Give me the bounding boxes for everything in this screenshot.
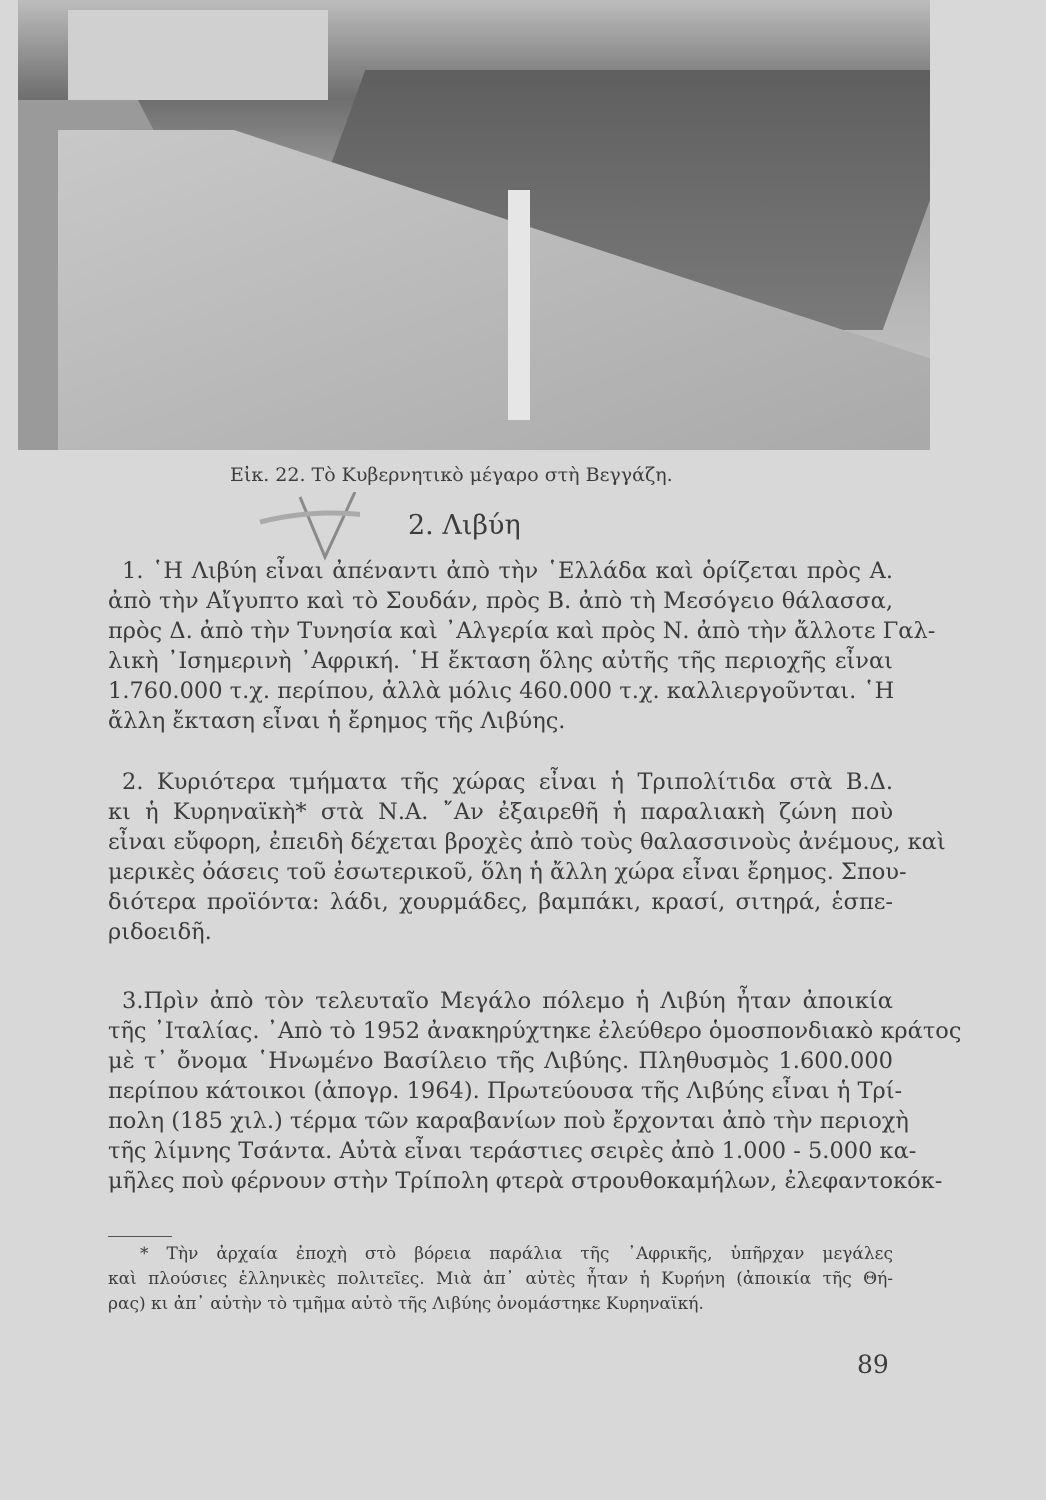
footnote-line: * Τὴν ἀρχαία ἐποχὴ στὸ βόρεια παράλια τῆς ᾿Αφρικῆς, ὑπῆρχαν μεγάλες <box>140 1244 893 1264</box>
body-line: εἶναι εὔφορη, ἐπειδὴ δέχεται βροχὲς ἀπὸ τοὺς θαλασσινοὺς ἀνέμους, καὶ <box>108 829 946 855</box>
pencil-checkmark-icon <box>240 492 360 562</box>
body-line: 3.Πρὶν ἀπὸ τὸν τελευταῖο Μεγάλο πόλεμο ἡ Λιβύη ἦταν ἀποικία <box>122 988 893 1014</box>
section-heading: 2. Λιβύη <box>408 510 521 541</box>
body-line: ἀπὸ τὴν Αἴγυπτο καὶ τὸ Σουδάν, πρὸς Β. ἀπὸ τὴ Μεσόγειο θάλασσα, <box>108 588 893 614</box>
body-line: ἄλλη ἔκταση εἶναι ἡ ἔρημος τῆς Λιβύης. <box>108 708 566 734</box>
body-line: μὲ τ᾿ ὄνομα ῾Ηνωμένο Βασίλειο τῆς Λιβύης. Πληθυσμὸς 1.600.000 <box>108 1048 893 1074</box>
body-line: διότερα προϊόντα: λάδι, χουρμάδες, βαμπάκι, κρασί, σιτηρά, ἑσπε- <box>108 889 893 915</box>
body-line: 2. Κυριότερα τμήματα τῆς χώρας εἶναι ἡ Τριπολίτιδα στὰ Β.Δ. <box>122 769 893 795</box>
body-line: τῆς λίμνης Τσάντα. Αὐτὰ εἶναι τεράστιες σειρὲς ἀπὸ 1.000 - 5.000 κα- <box>108 1138 917 1164</box>
body-line: πρὸς Δ. ἀπὸ τὴν Τυνησία καὶ ᾿Αλγερία καὶ πρὸς Ν. ἀπὸ τὴν ἄλλοτε Γαλ- <box>108 618 936 644</box>
footnote-line: καὶ πλούσιες ἑλληνικὲς πολιτεῖες. Μιὰ ἀπ᾿ αὐτὲς ἦταν ἡ Κυρήνη (ἀποικία τῆς Θή- <box>108 1269 893 1289</box>
body-line: μερικὲς ὀάσεις τοῦ ἐσωτερικοῦ, ὅλη ἡ ἄλλη χώρα εἶναι ἔρημος. Σπου- <box>108 859 907 885</box>
page-number: 89 <box>857 1350 889 1379</box>
body-line: κι ἡ Κυρηναϊκὴ* στὰ Ν.Α. ῎Αν ἐξαιρεθῆ ἡ παραλιακὴ ζώνη ποὺ <box>108 799 893 825</box>
photo-column <box>508 190 530 420</box>
body-line: 1. ῾Η Λιβύη εἶναι ἀπέναντι ἀπὸ τὴν ῾Ελλάδα καὶ ὁρίζεται πρὸς Α. <box>122 558 893 584</box>
body-line: μῆλες ποὺ φέρνουν στὴν Τρίπολη φτερὰ στρουθοκαμήλων, ἐλεφαντοκόκ- <box>108 1168 943 1194</box>
figure-caption: Εἰκ. 22. Τὸ Κυβερνητικὸ μέγαρο στὴ Βεγγάζη. <box>230 464 673 486</box>
body-line: πολη (185 χιλ.) τέρμα τῶν καραβανίων ποὺ ἔρχονται ἀπὸ τὴν περιοχὴ <box>108 1108 909 1134</box>
body-line: λικὴ ᾿Ισημερινὴ ᾿Αφρική. ῾Η ἔκταση ὅλης αὐτῆς τῆς περιοχῆς εἶναι <box>108 648 893 674</box>
body-line: 1.760.000 τ.χ. περίπου, ἀλλὰ μόλις 460.000 τ.χ. καλλιεργοῦνται. ῾Η <box>108 678 895 704</box>
footnote-divider <box>108 1236 172 1237</box>
photo-buildings <box>68 10 328 100</box>
figure-photo-benghazi-government-palace <box>18 0 930 450</box>
body-line: ριδοειδῆ. <box>108 919 212 945</box>
footnote-line: ρας) κι ἀπ᾿ αὐτὴν τὸ τμῆμα αὐτὸ τῆς Λιβύης ὀνομάστηκε Κυρηναϊκή. <box>108 1294 704 1314</box>
body-line: τῆς ᾿Ιταλίας. ᾿Απὸ τὸ 1952 ἀνακηρύχτηκε ἐλεύθερο ὁμοσπονδιακὸ κράτος <box>108 1018 962 1044</box>
body-line: περίπου κάτοικοι (ἀπογρ. 1964). Πρωτεύουσα τῆς Λιβύης εἶναι ἡ Τρί- <box>108 1078 903 1104</box>
